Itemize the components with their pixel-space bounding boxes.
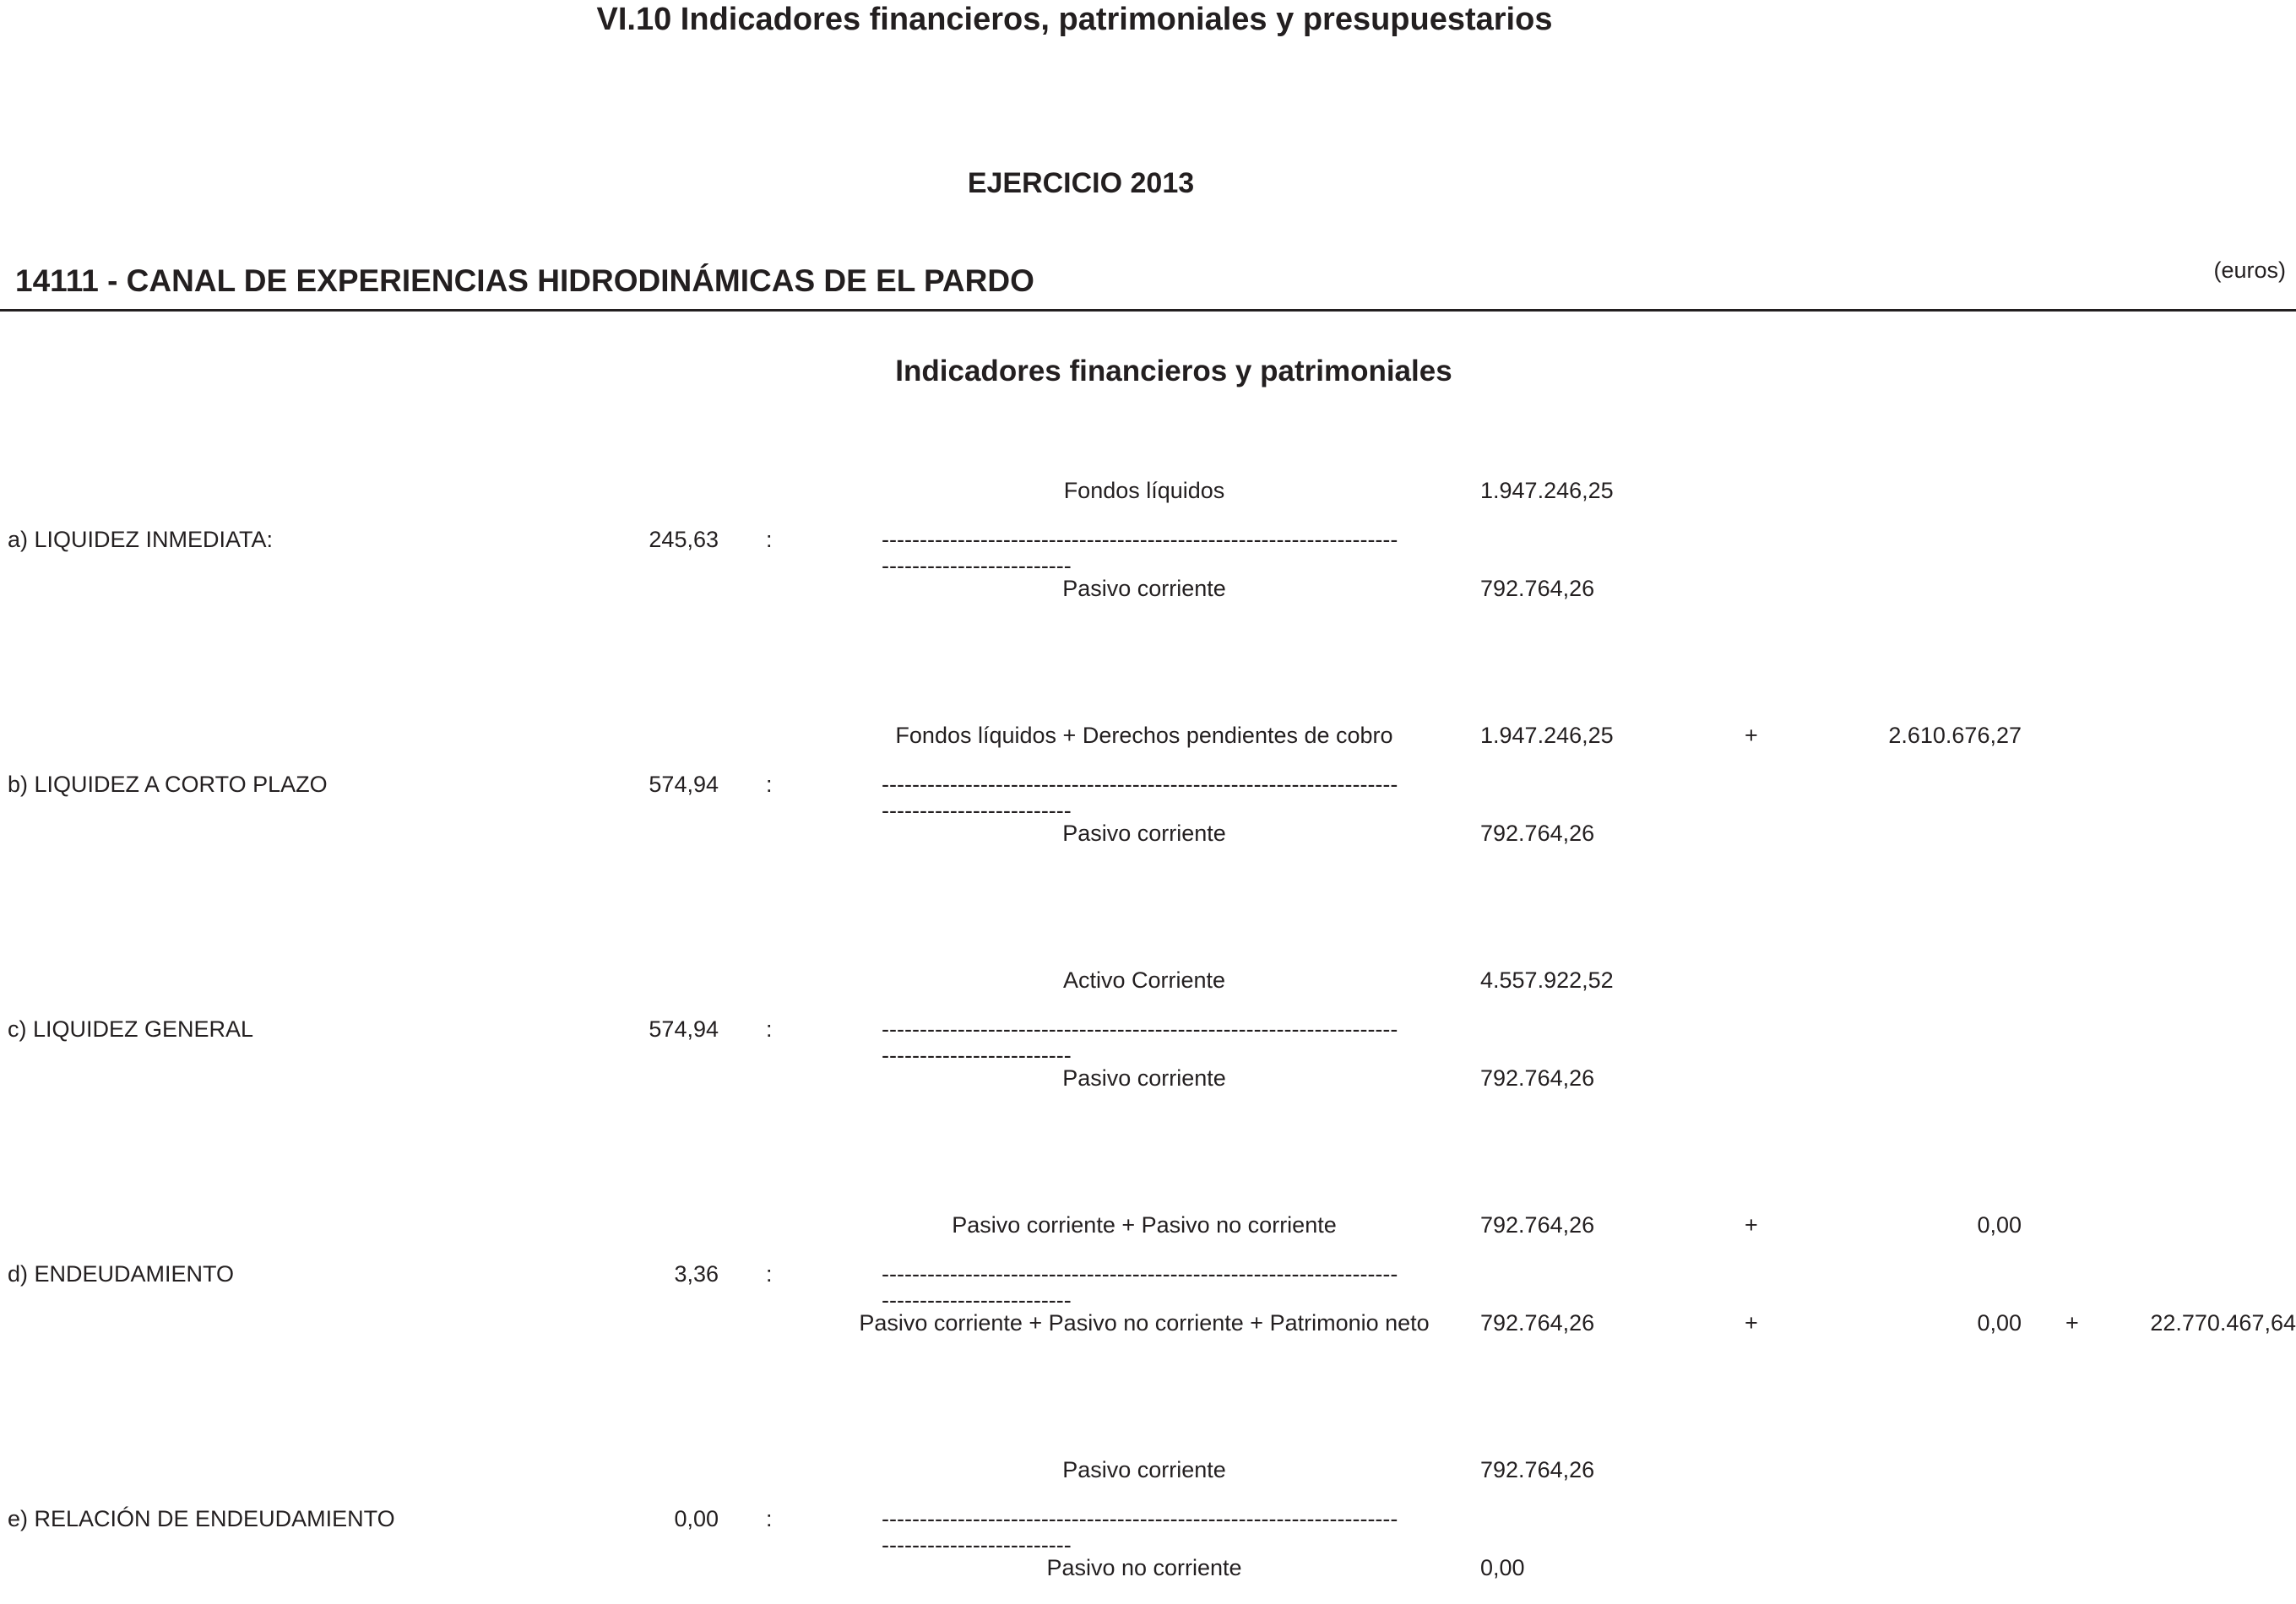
- indicator-label: e) RELACIÓN DE ENDEUDAMIENTO: [8, 1506, 395, 1531]
- indicator-liquidez-inmediata: [0, 456, 2296, 625]
- denominator-formula: Pasivo corriente + Pasivo no corriente + Patrimonio neto: [859, 1310, 1430, 1336]
- numerator-formula: Fondos líquidos: [1063, 478, 1225, 503]
- ratio-separator: :: [766, 1506, 773, 1531]
- indicator-label: c) LIQUIDEZ GENERAL: [8, 1016, 254, 1042]
- units-label: (euros): [2213, 257, 2286, 283]
- header-rule: [0, 309, 2296, 312]
- denominator-amount: 792.764,26: [1480, 1310, 1595, 1336]
- indicator-liquidez-general: [0, 946, 2296, 1114]
- indicator-value: 574,94: [649, 772, 719, 797]
- denominator-amount: 22.770.467,64: [2150, 1310, 2296, 1336]
- section-title: Indicadores financieros y patrimoniales: [895, 355, 1452, 387]
- numerator-amount: 792.764,26: [1480, 1457, 1595, 1482]
- ratio-separator: :: [766, 772, 773, 797]
- indicator-value: 0,00: [674, 1506, 719, 1531]
- denominator-plus-sign: +: [2065, 1310, 2079, 1336]
- ratio-separator: :: [766, 527, 773, 552]
- numerator-plus-sign: +: [1745, 723, 1758, 748]
- fraction-line: ---------------------------------------------------------------------------------------------: [882, 772, 1398, 823]
- ratio-separator: :: [766, 1261, 773, 1287]
- denominator-formula: Pasivo corriente: [1062, 821, 1226, 846]
- denominator-formula: Pasivo corriente: [1062, 576, 1226, 601]
- indicator-value: 3,36: [674, 1261, 719, 1287]
- numerator-amount: 2.610.676,27: [1888, 723, 2022, 748]
- numerator-amount: 0,00: [1977, 1212, 2022, 1238]
- denominator-formula: Pasivo corriente: [1062, 1065, 1226, 1091]
- denominator-formula: Pasivo no corriente: [1046, 1555, 1242, 1580]
- numerator-formula: Pasivo corriente + Pasivo no corriente: [952, 1212, 1337, 1238]
- denominator-amount: 792.764,26: [1480, 821, 1595, 846]
- denominator-amount: 792.764,26: [1480, 1065, 1595, 1091]
- denominator-amount: 0,00: [1977, 1310, 2022, 1336]
- denominator-plus-sign: +: [1745, 1310, 1758, 1336]
- indicator-liquidez-corto-plazo: [0, 701, 2296, 870]
- fraction-line: ---------------------------------------------------------------------------------------------: [882, 1261, 1398, 1313]
- numerator-amount: 1.947.246,25: [1480, 478, 1614, 503]
- indicator-label: a) LIQUIDEZ INMEDIATA:: [8, 527, 274, 552]
- indicator-value: 574,94: [649, 1016, 719, 1042]
- numerator-formula: Activo Corriente: [1062, 967, 1226, 993]
- document-title: VI.10 Indicadores financieros, patrimoniales y presupuestarios: [596, 2, 1553, 37]
- indicator-endeudamiento: [0, 1190, 2296, 1359]
- numerator-amount: 4.557.922,52: [1480, 967, 1614, 993]
- numerator-formula: Pasivo corriente: [1062, 1457, 1226, 1482]
- indicator-relacion-endeudamiento: [0, 1435, 2296, 1604]
- indicator-label: b) LIQUIDEZ A CORTO PLAZO: [8, 772, 328, 797]
- ratio-separator: :: [766, 1016, 773, 1042]
- indicator-value: 245,63: [649, 527, 719, 552]
- numerator-plus-sign: +: [1745, 1212, 1758, 1238]
- numerator-amount: 792.764,26: [1480, 1212, 1595, 1238]
- fiscal-year-heading: EJERCICIO 2013: [967, 167, 1195, 199]
- fraction-line: ---------------------------------------------------------------------------------------------: [882, 527, 1398, 578]
- fraction-line: ---------------------------------------------------------------------------------------------: [882, 1016, 1398, 1068]
- entity-heading: 14111 - CANAL DE EXPERIENCIAS HIDRODINÁMICAS DE EL PARDO: [15, 263, 1034, 298]
- denominator-amount: 792.764,26: [1480, 576, 1595, 601]
- fraction-line: ---------------------------------------------------------------------------------------------: [882, 1506, 1398, 1558]
- numerator-amount: 1.947.246,25: [1480, 723, 1614, 748]
- numerator-formula: Fondos líquidos + Derechos pendientes de cobro: [895, 723, 1393, 748]
- indicator-label: d) ENDEUDAMIENTO: [8, 1261, 235, 1287]
- denominator-amount: 0,00: [1480, 1555, 1525, 1580]
